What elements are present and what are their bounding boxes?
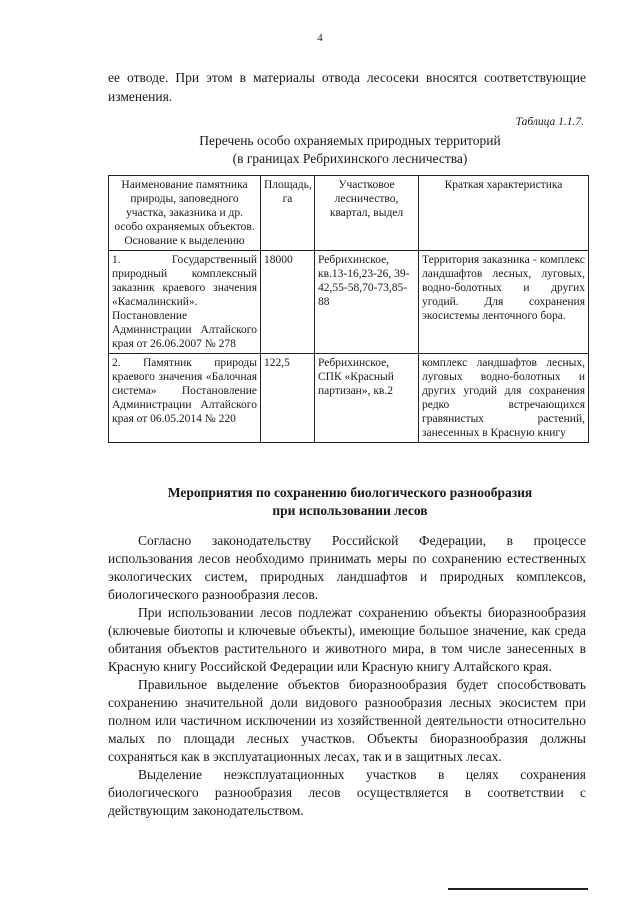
paragraph-biodiversity-objects: При использовании лесов подлежат сохранению объекты биоразнообразия (ключевые биотопы и ключевые объекты), имеющие большое значение, как среда обитания объектов растительного и животного мира, в том числе занесенных в Красную книгу Российской Федерации или Красную книгу Алтайского края. xyxy=(108,605,586,674)
table-label: Таблица 1.1.7. xyxy=(515,116,584,128)
protected-areas-table xyxy=(108,175,589,443)
table-title-line1: Перечень особо охраняемых природных территорий xyxy=(199,133,501,148)
header-area: Площадь, га xyxy=(261,176,315,251)
section-title xyxy=(140,484,560,520)
footer-divider xyxy=(448,888,588,890)
paragraph-legislation: Согласно законодательству Российской Федерации, в процессе использования лесов необходимо принимать меры по сохранению естественных экологических систем, природных ландшафтов и природных комплексов, биологического разнообразия лесов. xyxy=(108,533,586,602)
cell-name: 2. Памятник природы краевого значения «Балочная система» Постановление Администрации Алтайского края от 06.05.2014 № 220 xyxy=(109,354,261,443)
cell-description: комплекс ландшафтов лесных, луговых водно-болотных и других угодий для сохранения редко встречающихся гравянистых растений, занесенных в Красную книгу xyxy=(419,354,589,443)
page-number: 4 xyxy=(317,32,323,44)
table-row xyxy=(109,354,589,443)
table-row xyxy=(109,251,589,354)
cell-description: Территория заказника - комплекс ландшафтов лесных, луговых, водно-болотных и других угодий. Для сохранения экосистемы ленточного бора. xyxy=(419,251,589,354)
table-title-line2: (в границах Ребрихинского лесничества) xyxy=(232,151,468,166)
table-title xyxy=(150,132,550,168)
table-header-row xyxy=(109,176,589,251)
cell-area: 122,5 xyxy=(261,354,315,443)
header-location: Участковое лесничество, квартал, выдел xyxy=(315,176,419,251)
body-text xyxy=(108,532,586,820)
paragraph-correct-selection: Правильное выделение объектов биоразнообразия будет способствовать сохранению значительной доли видового разнообразия лесных экосистем при полном или частичном исключении из хозяйственной деятельности относительно малых по площади лесных участков. Объекты биоразнообразия должны сохраняться как в эксплуатационных лесах, так и в защитных лесах. xyxy=(108,677,586,764)
paragraph-non-exploitation: Выделение неэксплуатационных участков в целях сохранения биологического разнообразия лесов осуществляется в соответствии с действующим законодательством. xyxy=(108,767,586,818)
header-description: Краткая характеристика xyxy=(419,176,589,251)
cell-area: 18000 xyxy=(261,251,315,354)
cell-location: Ребрихинское, кв.13-16,23-26, 39-42,55-58,70-73,85-88 xyxy=(315,251,419,354)
header-name: Наименование памятника природы, заповедного участка, заказника и др. особо охраняемых объектов. Основание к выделению xyxy=(109,176,261,251)
section-title-line2: при использовании лесов xyxy=(272,503,428,518)
cell-location: Ребрихинское, СПК «Красный партизан», кв.2 xyxy=(315,354,419,443)
section-title-line1: Мероприятия по сохранению биологического разнообразия xyxy=(167,485,533,500)
intro-paragraph: ее отводе. При этом в материалы отвода лесосеки вносятся соответствующие изменения. xyxy=(108,70,586,104)
cell-name: 1. Государственный природный комплексный заказник краевого значения «Касмалинский». Постановление Администрации Алтайского края от 26.06.2007 № 278 xyxy=(109,251,261,354)
